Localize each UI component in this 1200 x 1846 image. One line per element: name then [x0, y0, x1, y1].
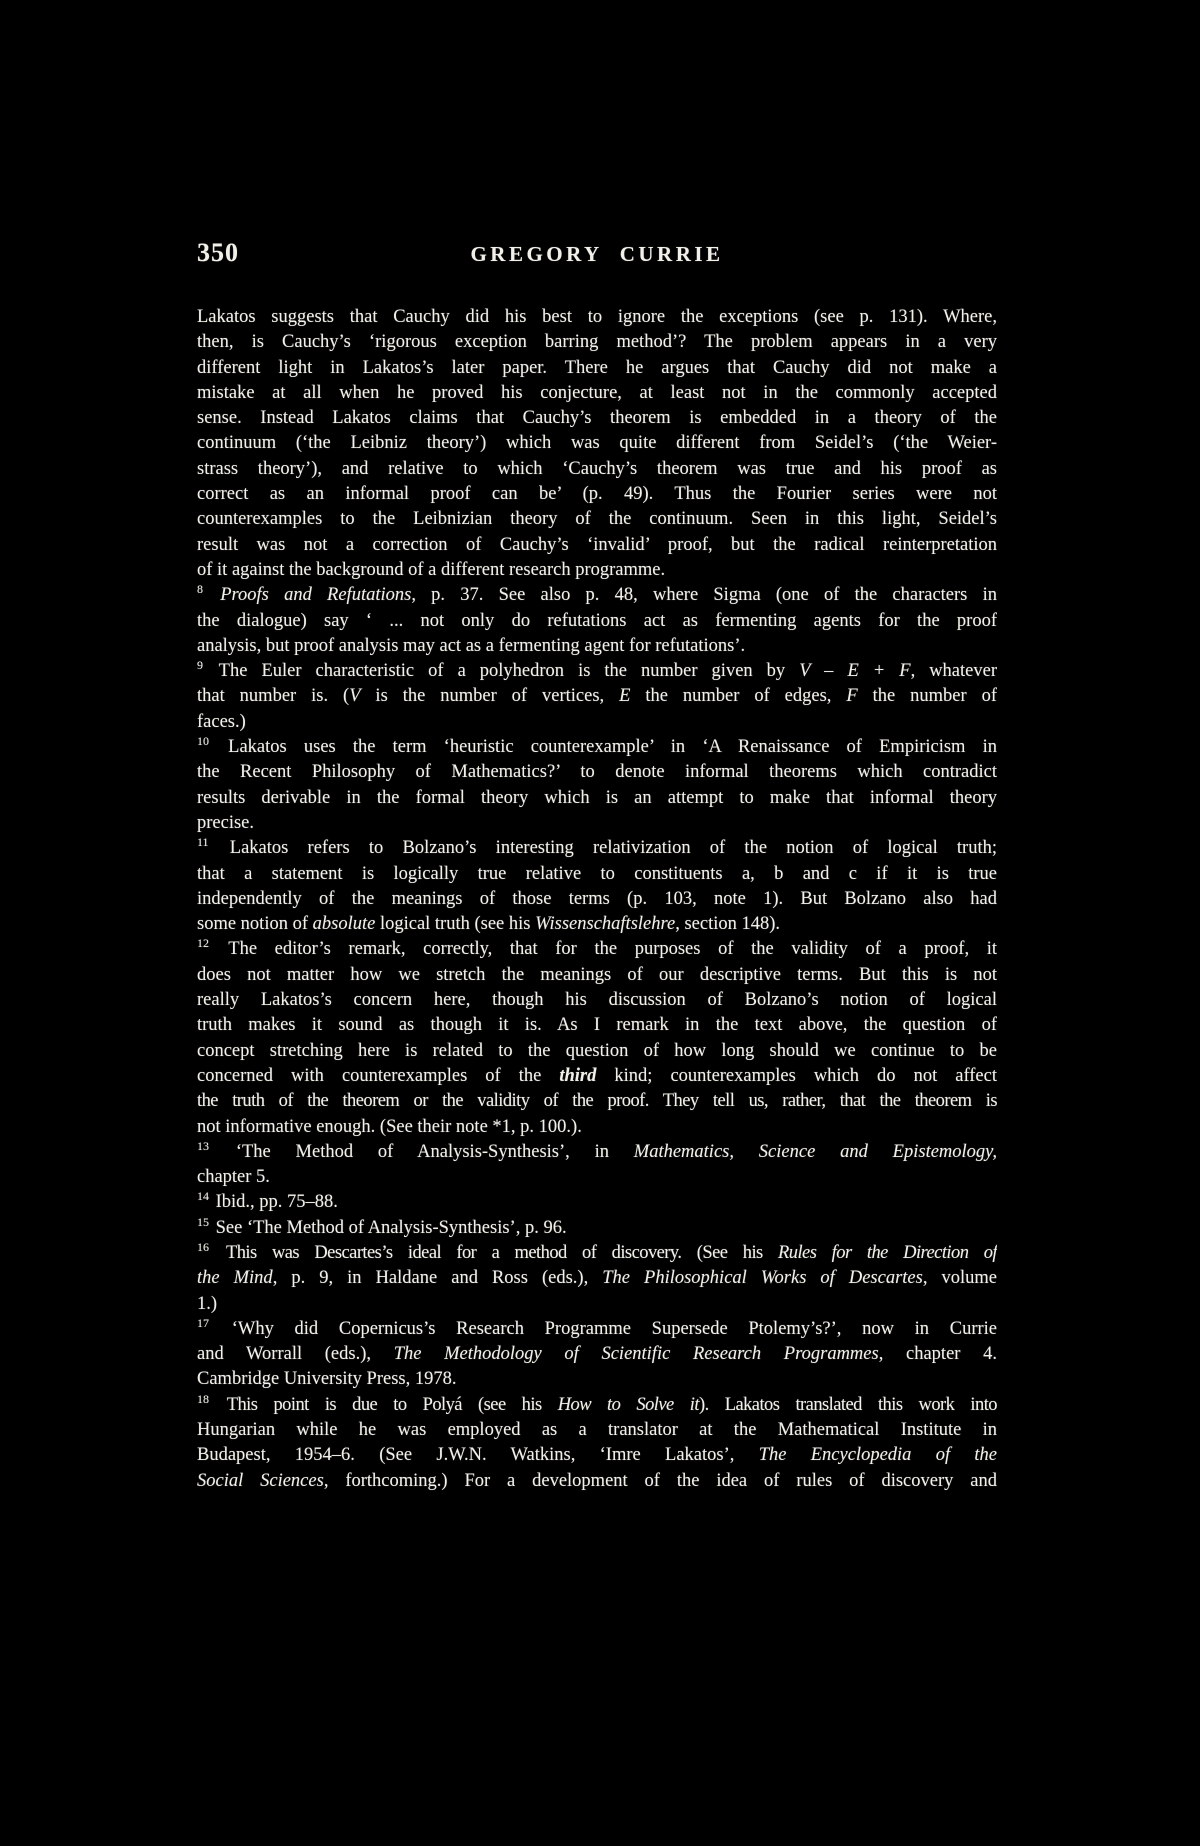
text-line — [197, 330, 997, 355]
text-segment: analysis, but proof analysis may act as a fermenting agent for refutations’. — [197, 635, 746, 656]
text-segment: correct as an informal proof can be’ (p. 49). Thus the Fourier series were not — [197, 484, 997, 505]
text-segment: Lakatos uses the term ‘heuristic counterexample’ in ‘A Renaissance of Empiricism in — [211, 737, 997, 758]
text-line — [197, 988, 997, 1013]
text-segment: sense. Instead Lakatos claims that Cauchy’s theorem is embedded in a theory of the — [197, 408, 997, 429]
page-number: 350 — [197, 238, 239, 267]
italic-text: V — [349, 686, 361, 707]
text-segment: 1.) — [197, 1293, 218, 1314]
text-line — [197, 381, 997, 406]
text-line — [197, 1013, 997, 1038]
footnote-marker: 8 — [197, 583, 203, 597]
text-segment: the truth of the theorem or the validity of the proof. They tell us, rather, that the theorem is — [197, 1091, 997, 1112]
text-line — [197, 937, 997, 962]
text-segment: is the number of vertices, — [360, 686, 620, 707]
text-segment: of it against the background of a different research programme. — [197, 559, 666, 580]
footnote-marker: 17 — [197, 1316, 209, 1330]
text-segment: really Lakatos’s concern here, though his discussion of Bolzano’s notion of logical — [197, 990, 997, 1011]
text-segment: concept stretching here is related to the question of how long should we continue to be — [197, 1040, 997, 1061]
text-segment: , p. 9, in Haldane and Ross (eds.), — [272, 1268, 603, 1289]
text-line — [197, 1190, 997, 1215]
text-line — [197, 1367, 997, 1392]
text-segment: result was not a correction of Cauchy’s ‘invalid’ proof, but the radical reinterpretation — [197, 534, 997, 555]
text-segment: independently of the meanings of those terms (p. 103, note 1). But Bolzano also had — [197, 888, 997, 909]
text-segment: then, is Cauchy’s ‘rigorous exception barring method’? The problem appears in a very — [197, 332, 997, 353]
text-segment: ). Lakatos translated this work into — [698, 1394, 997, 1415]
text-line — [197, 1443, 997, 1468]
text-line — [197, 1039, 997, 1064]
italic-text: The Encyclopedia of the — [758, 1445, 997, 1466]
text-segment: the number of edges, — [630, 686, 847, 707]
italic-text: The Methodology of Scientific Research Programmes — [393, 1344, 879, 1365]
text-line — [197, 1418, 997, 1443]
text-line — [197, 1064, 997, 1089]
text-segment: results derivable in the formal theory which is an attempt to make that informal theory — [197, 787, 997, 808]
running-head: GREGORY CURRIE — [470, 242, 724, 266]
text-line — [197, 1165, 997, 1190]
footnote-marker: 18 — [197, 1392, 209, 1406]
text-segment: Hungarian while he was employed as a translator at the Mathematical Institute in — [197, 1420, 997, 1441]
text-segment: This point is due to Polyá (see his — [211, 1394, 558, 1415]
text-segment: , chapter 4. — [878, 1344, 997, 1365]
text-line — [197, 1317, 997, 1342]
text-line — [197, 533, 997, 558]
text-segment: different light in Lakatos’s later paper. There he argues that Cauchy did not make a — [197, 357, 997, 378]
italic-text: Rules for the Direction of — [778, 1242, 997, 1263]
text-segment: some notion of — [197, 914, 313, 935]
text-line — [197, 836, 997, 861]
text-line — [197, 356, 997, 381]
text-line — [197, 558, 997, 583]
text-segment: See ‘The Method of Analysis-Synthesis’, p. 96. — [211, 1217, 567, 1238]
text-line — [197, 1140, 997, 1165]
italic-text: How to Solve it — [557, 1394, 699, 1415]
page-text — [197, 305, 997, 1494]
text-line — [197, 963, 997, 988]
italic-text: E — [619, 686, 631, 707]
text-segment: , whatever — [910, 661, 997, 682]
footnote-marker: 10 — [197, 735, 209, 749]
text-segment: mistake at all when he proved his conjecture, at least not in the commonly accepted — [197, 382, 997, 403]
text-line — [197, 811, 997, 836]
text-segment: the dialogue) say ‘ ... not only do refutations act as fermenting agents for the proof — [197, 610, 997, 631]
italic-text: Wissenschaftslehre — [535, 914, 676, 935]
text-segment: , section 148). — [675, 914, 781, 935]
text-segment: chapter 5. — [197, 1167, 270, 1188]
text-segment: Lakatos suggests that Cauchy did his best to ignore the exceptions (see p. 131). Where, — [197, 307, 997, 327]
text-segment: counterexamples to the Leibnizian theory of the continuum. Seen in this light, Seidel’s — [197, 509, 997, 530]
footnote-marker: 13 — [197, 1139, 209, 1153]
text-line — [197, 760, 997, 785]
text-line — [197, 659, 997, 684]
text-line — [197, 887, 997, 912]
text-segment: that a statement is logically true relative to constituents a, b and c if it is true — [197, 863, 997, 884]
text-segment: precise. — [197, 812, 255, 833]
text-segment: Cambridge University Press, 1978. — [197, 1369, 457, 1390]
text-line — [197, 583, 997, 608]
text-segment: and Worrall (eds.), — [197, 1344, 394, 1365]
text-line — [197, 735, 997, 760]
footnote-marker: 9 — [197, 659, 203, 673]
text-segment: logical truth (see his — [375, 914, 536, 935]
text-segment: kind; counterexamples which do not affect — [596, 1065, 997, 1086]
text-line — [197, 507, 997, 532]
page-header — [197, 238, 997, 268]
text-segment: truth makes it sound as though it is. As I remark in the text above, the question of — [197, 1015, 997, 1036]
footnote-marker: 14 — [197, 1190, 209, 1204]
text-segment: continuum (‘the Leibniz theory’) which was quite different from Seidel’s (‘the Weier- — [197, 433, 997, 454]
text-line — [197, 457, 997, 482]
text-line — [197, 1469, 997, 1494]
text-line — [197, 609, 997, 634]
text-segment: , forthcoming.) For a development of the idea of rules of discovery and — [323, 1470, 997, 1491]
text-line — [197, 1241, 997, 1266]
text-segment: ‘Why did Copernicus’s Research Programme Supersede Ptolemy’s?’, now in Currie — [211, 1318, 997, 1339]
footnote-marker: 15 — [197, 1215, 209, 1229]
footnote-marker: 12 — [197, 937, 209, 951]
text-segment: , volume — [922, 1268, 997, 1289]
text-line — [197, 862, 997, 887]
text-line — [197, 634, 997, 659]
italic-text: Proofs and Refutations — [205, 585, 412, 606]
text-line — [197, 1216, 997, 1241]
italic-text: The Philosophical Works of Descartes — [602, 1268, 923, 1289]
italic-text: Social Sciences — [197, 1470, 324, 1491]
text-segment: Lakatos refers to Bolzano’s interesting relativization of the notion of logical truth; — [210, 838, 997, 859]
text-line — [197, 1115, 997, 1140]
text-segment: This was Descartes’s ideal for a method of discovery. (See his — [211, 1242, 778, 1263]
text-line — [197, 710, 997, 735]
text-segment: does not matter how we stretch the meanings of our descriptive terms. But this is not — [197, 964, 997, 985]
text-line — [197, 1393, 997, 1418]
text-line — [197, 1089, 997, 1114]
text-line — [197, 431, 997, 456]
italic-text: third — [559, 1065, 597, 1086]
text-segment: the number of — [857, 686, 997, 707]
text-line — [197, 406, 997, 431]
text-line — [197, 482, 997, 507]
text-segment: concerned with counterexamples of the — [197, 1065, 560, 1086]
text-line — [197, 1266, 997, 1291]
text-segment: that number is. ( — [197, 686, 350, 707]
text-line — [197, 1342, 997, 1367]
footnote-marker: 16 — [197, 1240, 209, 1254]
text-segment: the Recent Philosophy of Mathematics?’ to denote informal theorems which contradict — [197, 762, 997, 783]
text-segment: , p. 37. See also p. 48, where Sigma (one of the characters in — [411, 585, 997, 606]
text-line — [197, 684, 997, 709]
text-line — [197, 305, 997, 330]
italic-text: absolute — [312, 914, 376, 935]
text-segment: faces.) — [197, 711, 246, 732]
text-segment: The Euler characteristic of a polyhedron is the number given by — [205, 661, 800, 682]
text-line — [197, 912, 997, 937]
text-segment: Ibid., pp. 75–88. — [211, 1192, 338, 1213]
italic-text: F — [846, 686, 858, 707]
text-line — [197, 786, 997, 811]
text-segment: Budapest, 1954–6. (See J.W.N. Watkins, ‘Imre Lakatos’, — [197, 1445, 759, 1466]
text-segment: ‘The Method of Analysis-Synthesis’, in — [211, 1141, 634, 1162]
footnote-marker: 11 — [197, 836, 209, 850]
text-segment: strass theory’), and relative to which ‘Cauchy’s theorem was true and his proof as — [197, 458, 997, 479]
italic-text: Mathematics, Science and Epistemology, — [633, 1141, 997, 1162]
text-segment: The editor’s remark, correctly, that for the purposes of the validity of a proof, it — [211, 939, 997, 960]
text-line — [197, 1292, 997, 1317]
italic-text: V – E + F — [799, 661, 911, 682]
italic-text: the Mind — [197, 1268, 273, 1289]
text-segment: not informative enough. (See their note *1, p. 100.). — [197, 1116, 582, 1137]
